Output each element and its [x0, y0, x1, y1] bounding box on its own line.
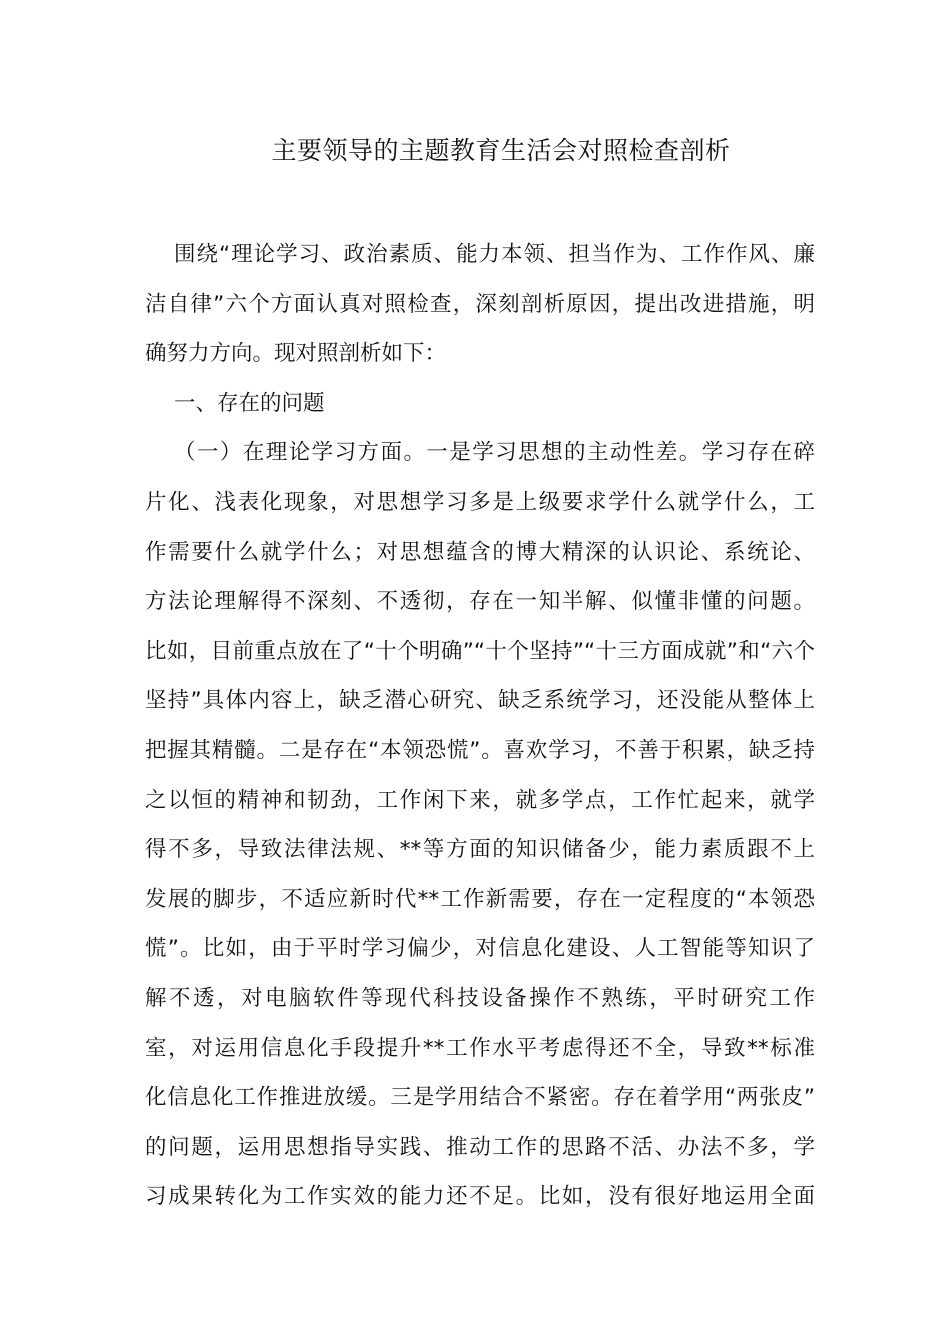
paragraph-line: 化信息化工作推进放缓。三是学用结合不紧密。存在着学用“两张皮” [145, 1085, 815, 1111]
paragraph-line: 片化、浅表化现象，对思想学习多是上级要求学什么就学什么，工 [145, 489, 815, 515]
paragraph-line: 比如，目前重点放在了“十个明确”“十个坚持”“十三方面成就”和“六个 [145, 638, 815, 664]
section-heading: 一、存在的问题 [174, 390, 325, 416]
paragraph-line: （一）在理论学习方面。一是学习思想的主动性差。学习存在碎 [174, 440, 815, 466]
paragraph-line: 之以恒的精神和韧劲，工作闲下来，就多学点，工作忙起来，就学 [145, 787, 815, 813]
paragraph-line: 的问题，运用思想指导实践、推动工作的思路不活、办法不多，学 [145, 1134, 815, 1160]
paragraph-line: 慌”。比如，由于平时学习偏少，对信息化建设、人工智能等知识了 [145, 936, 815, 962]
paragraph-line: 把握其精髓。二是存在“本领恐慌”。喜欢学习，不善于积累，缺乏持 [145, 737, 815, 763]
paragraph-line: 发展的脚步，不适应新时代**工作新需要，存在一定程度的“本领恐 [145, 886, 815, 912]
paragraph-line: 作需要什么就学什么；对思想蕴含的博大精深的认识论、系统论、 [145, 539, 815, 565]
paragraph-line: 洁自律”六个方面认真对照检查，深刻剖析原因，提出改进措施，明 [145, 291, 815, 317]
document-body [145, 230, 815, 1222]
document-title: 主要领导的主题教育生活会对照检查剖析 [271, 136, 731, 165]
paragraph-line: 围绕“理论学习、政治素质、能力本领、担当作为、工作作风、廉 [174, 242, 815, 267]
paragraph-line: 得不多，导致法律法规、**等方面的知识储备少，能力素质跟不上 [145, 837, 815, 863]
paragraph-line: 坚持”具体内容上，缺乏潜心研究、缺乏系统学习，还没能从整体上 [145, 688, 815, 714]
paragraph-line: 方法论理解得不深刻、不透彻，存在一知半解、似懂非懂的问题。 [145, 589, 815, 615]
paragraph-line: 习成果转化为工作实效的能力还不足。比如，没有很好地运用全面 [145, 1184, 815, 1210]
paragraph-line: 确努力方向。现对照剖析如下： [145, 341, 447, 367]
paragraph-line: 解不透，对电脑软件等现代科技设备操作不熟练，平时研究工作 [145, 985, 815, 1011]
paragraph-line: 室，对运用信息化手段提升**工作水平考虑得还不全，导致**标准 [145, 1035, 815, 1061]
